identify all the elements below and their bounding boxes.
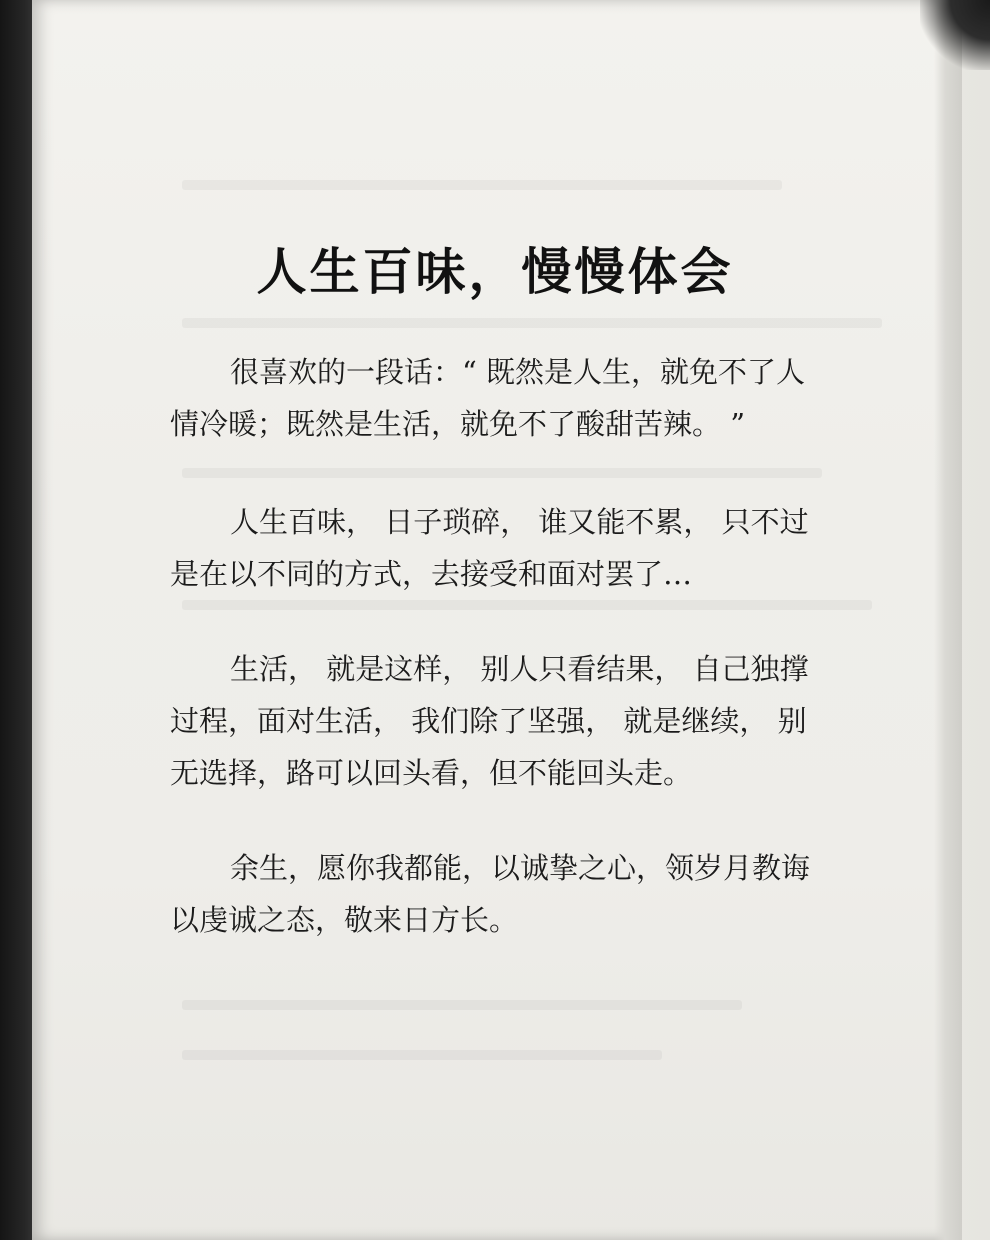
page-edge-shadow xyxy=(934,0,962,1240)
paragraph-2 xyxy=(170,496,880,600)
paragraph-line: 以虔诚之态，敬来日方长。 xyxy=(170,903,519,937)
paragraph-1 xyxy=(170,346,880,450)
paragraph-line: 人生百味， 日子琐碎， 谁又能不累， 只不过 xyxy=(230,505,809,539)
show-through-line xyxy=(182,600,872,610)
paragraph-line: 情冷暖；既然是生活，就免不了酸甜苦辣。 ” xyxy=(170,407,746,441)
paragraph-line: 余生，愿你我都能，以诚挚之心，领岁月教诲 xyxy=(230,851,811,885)
paragraph-4 xyxy=(170,842,880,946)
show-through-line xyxy=(182,1000,742,1010)
corner-shadow xyxy=(920,0,990,70)
paragraph-3 xyxy=(170,643,880,799)
page-title: 人生百味，慢慢体会 xyxy=(256,243,734,301)
show-through-line xyxy=(182,468,822,478)
book-page xyxy=(32,0,962,1240)
paragraph-line: 无选择，路可以回头看，但不能回头走。 xyxy=(170,756,693,790)
show-through-line xyxy=(182,180,782,190)
paragraph-line: 过程，面对生活， 我们除了坚强， 就是继续， 别 xyxy=(170,704,807,738)
paragraph-line: 是在以不同的方式，去接受和面对罢了… xyxy=(170,557,693,591)
show-through-line xyxy=(182,318,882,328)
show-through-line xyxy=(182,1050,662,1060)
paragraph-line: 很喜欢的一段话：“ 既然是人生，就免不了人 xyxy=(230,355,806,389)
paragraph-line: 生活， 就是这样， 别人只看结果， 自己独撑 xyxy=(230,652,809,686)
